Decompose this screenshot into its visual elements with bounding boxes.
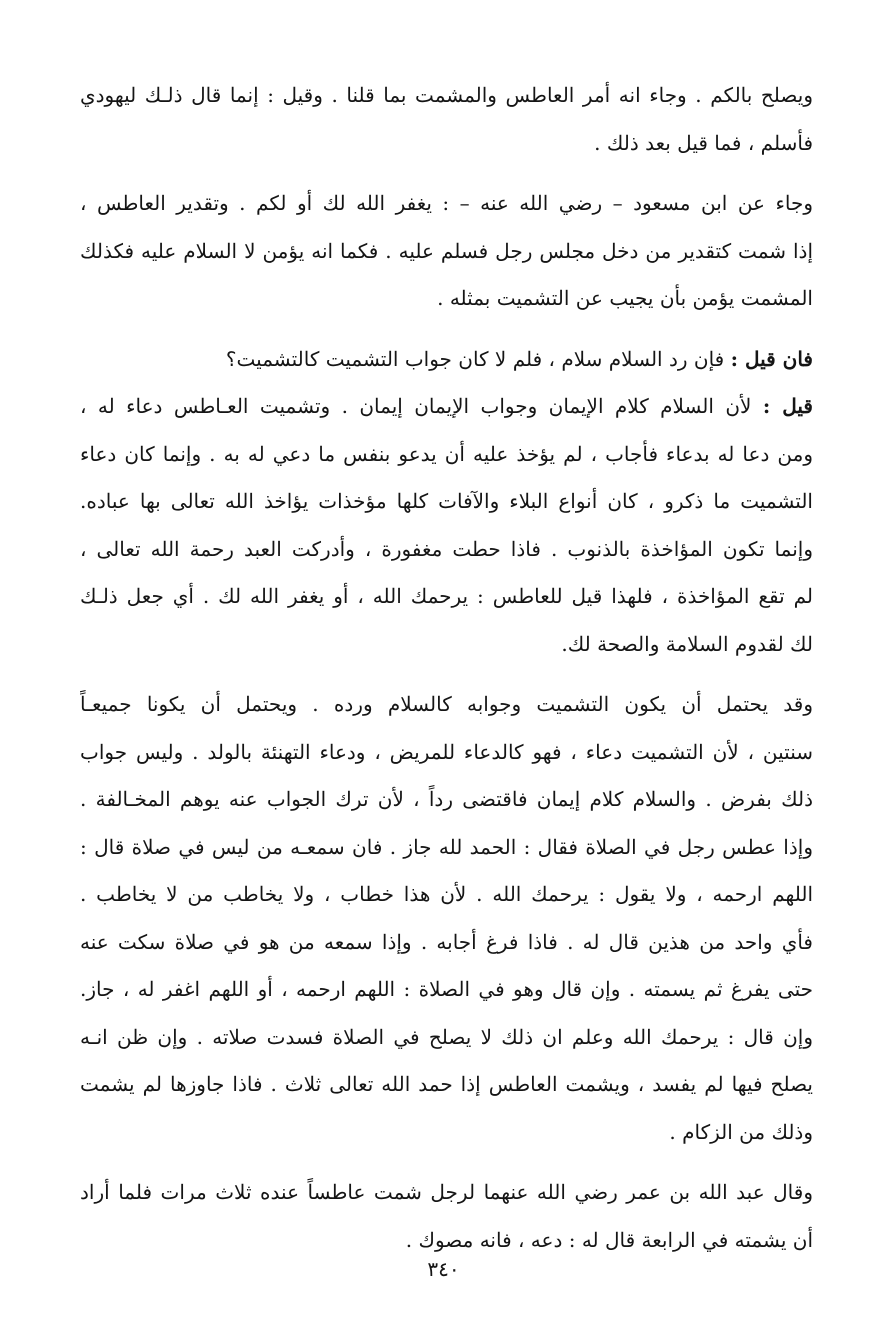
- text-line: [80, 383, 813, 431]
- text-line: وقد يحتمل أن يكون التشميت وجوابه كالسلام ورده . ويحتمل أن يكونا جميعـاً: [80, 692, 813, 716]
- paragraph-4-answer: [80, 383, 813, 668]
- text-line: وجاء عن ابن مسعود – رضي الله عنه – : يغفر الله لك أو لكم . وتقدير العاطس ،: [80, 191, 813, 215]
- text-line: ومن دعا له بدعاء فأجاب ، لم يؤخذ عليه أن يدعو بنفس ما دعي له به . وإنما كان دعاء: [80, 441, 813, 466]
- paragraph-2: [80, 180, 813, 323]
- text-line: وإن قال : يرحمك الله وعلم ان ذلك لا يصلح في الصلاة فسدت صلاته . وإن ظن انـه: [80, 1024, 813, 1049]
- paragraph-5: [80, 681, 813, 1156]
- text-line: أن يشمته في الرابعة قال له : دعه ، فانه مصوك .: [405, 1227, 813, 1252]
- text-line: فأسلم ، فما قيل بعد ذلك .: [594, 130, 813, 155]
- text-line: وذلك من الزكام .: [669, 1119, 813, 1144]
- paragraph-3-question: [80, 336, 813, 384]
- text-line: سنتين ، لأن التشميت دعاء ، فهو كالدعاء للمريض ، ودعاء التهنئة بالولد . وليس جواب: [80, 739, 813, 764]
- question-text: فإن رد السلام سلام ، فلم لا كان جواب التشميت كالتشميت؟: [225, 346, 731, 371]
- paragraph-6: [80, 1169, 813, 1264]
- answer-lead: قيل :: [762, 394, 813, 418]
- page-number: ٣٤٠: [427, 1257, 460, 1281]
- question-lead: فان قيل :: [730, 346, 813, 371]
- text-line: وإذا عطس رجل في الصلاة فقال : الحمد لله جاز . فان سمعـه من ليس في صلاة قال :: [80, 834, 813, 859]
- answer-text: لأن السلام كلام الإيمان وجواب الإيمان إيمان . وتشميت العـاطس دعاء له ،: [80, 394, 763, 418]
- paragraph-1: [80, 72, 813, 167]
- text-line: المشمت يؤمن بأن يجيب عن التشميت بمثله .: [437, 286, 813, 310]
- text-line: لك لقدوم السلامة والصحة لك.: [561, 631, 813, 656]
- text-line: [80, 336, 813, 384]
- text-line: اللهم ارحمه ، ولا يقول : يرحمك الله . لأن هذا خطاب ، ولا يخاطب من لا يخاطب .: [80, 882, 813, 906]
- text-line: وقال عبد الله بن عمر رضي الله عنهما لرجل شمت عاطساً عنده ثلاث مرات فلما أراد: [80, 1180, 813, 1204]
- text-line: ويصلح بالكم . وجاء انه أمر العاطس والمشمت بما قلنا . وقيل : إنما قال ذلـك ليهودي: [80, 83, 813, 107]
- text-line: فأي واحد من هذين قال له . فاذا فرغ أجابه . وإذا سمعه من هو في صلاة سكت عنه: [80, 929, 813, 954]
- text-line: حتى يفرغ ثم يسمته . وإن قال وهو في الصلاة : اللهم ارحمه ، أو اللهم اغفر له ، جاز.: [80, 977, 813, 1001]
- text-line: لم تقع المؤاخذة ، فلهذا قيل للعاطس : يرحمك الله ، أو يغفر الله لك . أي جعل ذلـك: [80, 584, 813, 608]
- text-line: التشميت ما ذكرو ، كان أنواع البلاء والآفات كلها مؤخذات يؤاخذ الله تعالى بها عباده.: [80, 489, 813, 513]
- text-line: وإنما تكون المؤاخذة بالذنوب . فاذا حطت مغفورة ، وأدركت العبد رحمة الله تعالى ،: [80, 536, 813, 561]
- text-line: ذلك بفرض . والسلام كلام إيمان فاقتضى رداً ، لأن ترك الجواب عنه يوهم المخـالفة .: [80, 787, 813, 811]
- text-line: إذا شمت كتقدير من دخل مجلس رجل فسلم عليه . فكما انه يؤمن لا السلام عليه فكذلك: [80, 238, 813, 263]
- page-body: [80, 72, 813, 1264]
- text-line: يصلح فيها لم يفسد ، ويشمت العاطس إذا حمد الله تعالى ثلاث . فاذا جاوزها لم يشمت: [80, 1072, 813, 1096]
